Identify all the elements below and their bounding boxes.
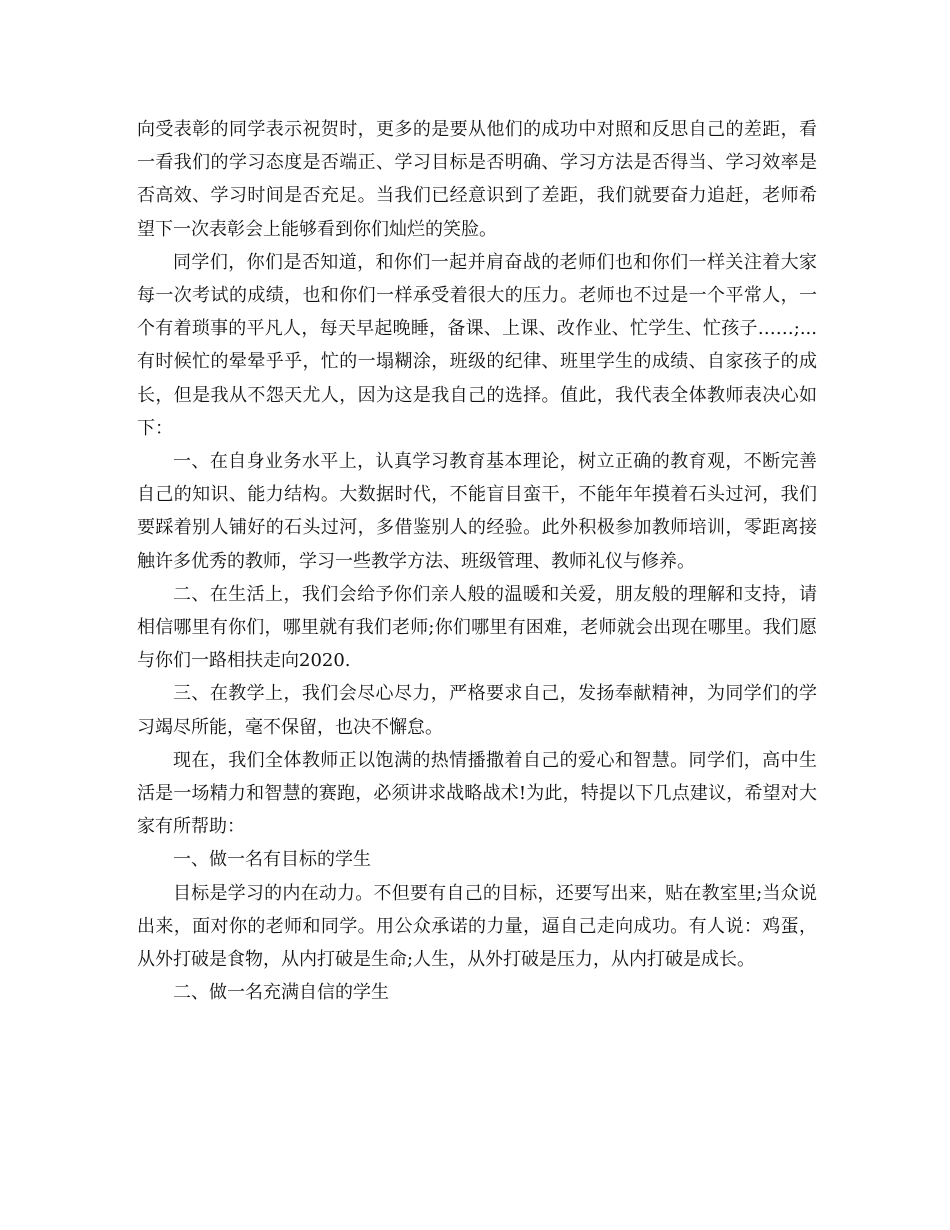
heading-suggestion-2-confidence: 二、做一名充满自信的学生 — [173, 982, 389, 1004]
paragraph-teachers-pressure: 同学们，你们是否知道，和你们一起并肩奋战的老师们也和你们一样关注着大家每一次考试的成绩，也和你们一样承受着很大的压力。老师也不过是一个平常人，一个有着琐事的平凡人，每天早起晚睡，备课、上课、改作业、忙学生、忙孩子……;...有时候忙的晕晕乎乎，忙的一塌糊涂，班级的纪律、班里学生的成绩、自家孩子的成长，但是我从不怨天尤人，因为这是我自己的选择。值此，我代表全体教师表决心如下： — [137, 251, 817, 439]
paragraph-resolution-3-teaching: 三、在教学上，我们会尽心尽力，严格要求自己，发扬奉献精神，为同学们的学习竭尽所能，毫不保留，也决不懈怠。 — [137, 683, 817, 738]
paragraph-goal-motivation: 目标是学习的内在动力。不但要有自己的目标，还要写出来，贴在教室里;当众说出来，面对你的老师和同学。用公众承诺的力量，逼自己走向成功。有人说：鸡蛋，从外打破是食物，从内打破是生命;人生，从外打破是压力，从内打破是成长。 — [137, 882, 817, 971]
paragraph-resolution-2-life: 二、在生活上，我们会给予你们亲人般的温暖和关爱，朋友般的理解和支持，请相信哪里有你们，哪里就有我们老师;你们哪里有困难，老师就会出现在哪里。我们愿与你们一路相扶走向2020. — [137, 583, 817, 672]
paragraph-resolution-1-professional: 一、在自身业务水平上，认真学习教育基本理论，树立正确的教育观，不断完善自己的知识、能力结构。大数据时代，不能盲目蛮干，不能年年摸着石头过河，我们要踩着别人铺好的石头过河，多借鉴别人的经验。此外积极参加教师培训，零距离接触许多优秀的教师，学习一些教学方法、班级管理、教师礼仪与修养。 — [137, 451, 817, 572]
heading-suggestion-1-goal: 一、做一名有目标的学生 — [173, 849, 371, 871]
paragraph-suggestions-intro: 现在，我们全体教师正以饱满的热情播撒着自己的爱心和智慧。同学们，高中生活是一场精力和智慧的赛跑，必须讲求战略战术!为此，特提以下几点建议，希望对大家有所帮助： — [137, 749, 817, 838]
document-body — [137, 113, 817, 1009]
paragraph-congratulations-continued: 向受表彰的同学表示祝贺时，更多的是要从他们的成功中对照和反思自己的差距，看一看我们的学习态度是否端正、学习目标是否明确、学习方法是否得当、学习效率是否高效、学习时间是否充足。当我们已经意识到了差距，我们就要奋力追赶，老师希望下一次表彰会上能够看到你们灿烂的笑脸。 — [137, 119, 817, 240]
